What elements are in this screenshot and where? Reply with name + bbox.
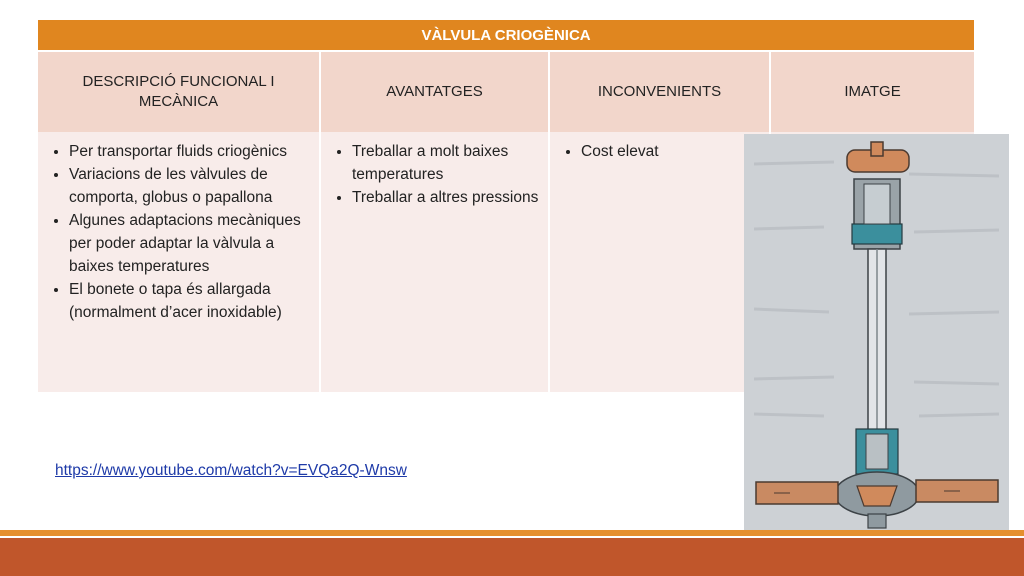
header-imatge: IMATGE	[770, 51, 974, 132]
avantatges-list	[321, 140, 548, 209]
valve-diagram-icon	[744, 134, 1009, 531]
inconvenients-list	[550, 140, 769, 163]
cell-avantatges	[320, 132, 549, 392]
list-item: • Algunes adaptacions mecàniques per poder adaptar la vàlvula a baixes temperatures	[69, 209, 313, 278]
list-item: • Per transportar fluids criogènics	[69, 140, 313, 163]
list-item: • El bonete o tapa és allargada (normalment d’acer inoxidable)	[69, 278, 313, 324]
list-item: • Treballar a molt baixes temperatures	[352, 140, 542, 186]
footer-accent-line	[0, 530, 1024, 536]
descripcio-list	[38, 140, 319, 324]
cryogenic-valve-image	[744, 134, 1009, 531]
list-item: • Variacions de les vàlvules de comporta, globus o papallona	[69, 163, 313, 209]
header-descripcio: DESCRIPCIÓ FUNCIONAL I MECÀNICA	[38, 51, 320, 132]
cell-descripcio	[38, 132, 320, 392]
table-title: VÀLVULA CRIOGÈNICA	[38, 20, 974, 51]
youtube-link[interactable]: https://www.youtube.com/watch?v=EVQa2Q-Wnsw	[55, 462, 407, 479]
list-item: • Treballar a altres pressions	[352, 186, 542, 209]
cell-inconvenients	[549, 132, 770, 392]
header-inconvenients: INCONVENIENTS	[549, 51, 770, 132]
list-item: • Cost elevat	[581, 140, 763, 163]
footer-band	[0, 538, 1024, 576]
header-avantatges: AVANTATGES	[320, 51, 549, 132]
